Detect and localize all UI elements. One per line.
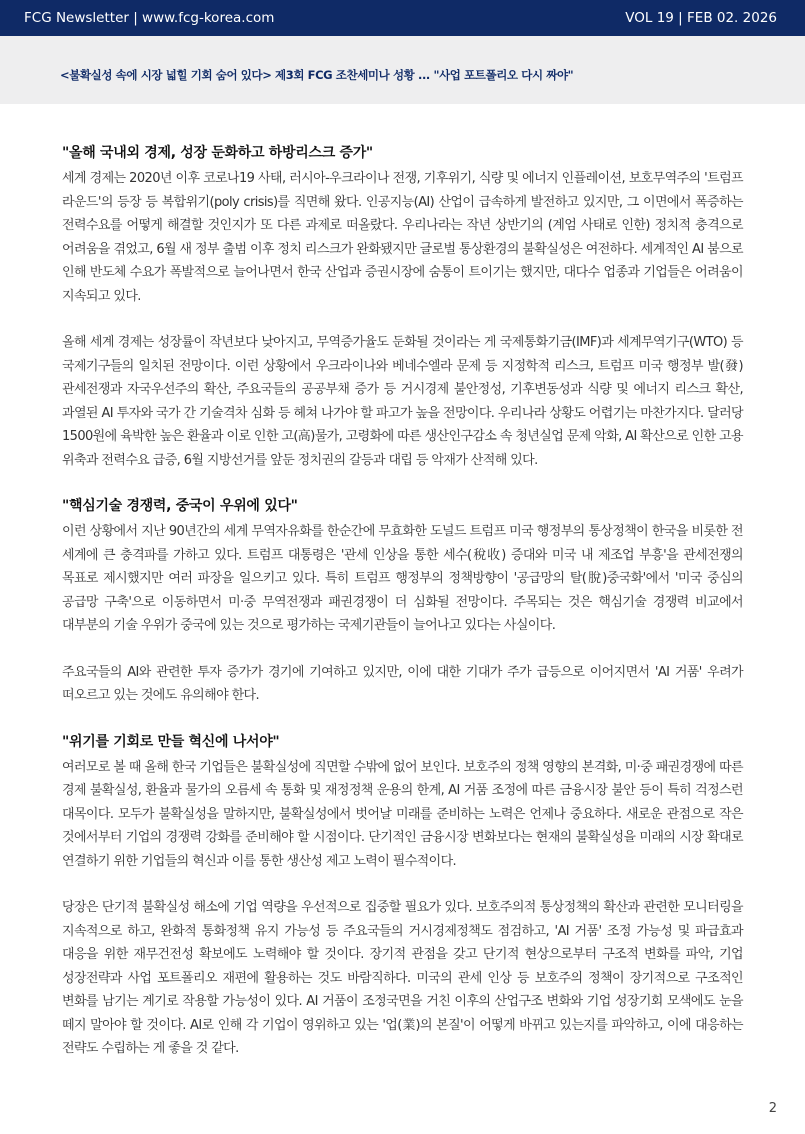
paragraph: 이런 상황에서 지난 90년간의 세계 무역자유화를 한순간에 무효화한 도널드 트럼프 미국 행정부의 통상정책이 한국을 비롯한 전 세계에 큰 충격파를 가하고 있다. 트럼프 대통령은 '관세 인상을 통한 세수(稅收) 증대와 미국 내 제조업 부흥'을 관세전쟁의 목표로 제시했지만 여러 파장을 일으키고 있다. 특히 트럼프 행정부의 정책방향이 '공급망의 탈(脫)중국화'에서 '미국 중심의 공급망 구축'으로 이동하면서 미·중 무역전쟁과 패권경쟁이 더 심화될 전망이다. 주목되는 것은 핵심기술 경쟁력 비교에서 대부분의 기술 우위가 중국에 있는 것으로 평가하는 국제기관들이 늘어나고 있다는 사실이다.	[62, 524, 743, 633]
page-number: 2	[768, 1101, 777, 1116]
section-heading: "핵심기술 경쟁력, 중국이 우위에 있다"	[62, 498, 298, 514]
section-innovation	[62, 732, 743, 1061]
paragraph: 여러모로 볼 때 올해 한국 기업들은 불확실성에 직면할 수밖에 없어 보인다. 보호주의 정책 영향의 본격화, 미·중 패권경쟁에 따른 경제 불확실성, 환율과 물가의 오름세 속 통화 및 재정정책 운용의 한계, AI 거품 조정에 따른 금융시장 불안 등이 특히 걱정스런 대목이다. 모두가 불확실성을 말하지만, 불확실성에서 벗어날 미래를 준비하는 노력은 언제나 중요하다. 새로운 관점으로 작은 것에서부터 기업의 경쟁력 강화를 준비해야 할 시점이다. 단기적인 금융시장 변화보다는 현재의 불확실성을 미래의 시장 확대로 연결하기 위한 기업들의 혁신과 이를 통한 생산성 제고 노력이 필수적이다.	[62, 759, 743, 869]
article-headline-bar	[0, 36, 805, 104]
section-heading: "위기를 기회로 만들 혁신에 나서야"	[62, 733, 280, 750]
paragraph: 당장은 단기적 불확실성 해소에 기업 역량을 우선적으로 집중할 필요가 있다. 보호주의적 통상정책의 확산과 관련한 모니터링을 지속적으로 하고, 완화적 통화정책 유지 가능성 등 주요국들의 거시경제정책도 점검하고, 'AI 거품' 조정 가능성 및 파급효과 대응을 위한 재무건전성 확보에도 노력해야 할 것이다. 장기적 관점을 갖고 단기적 현상으로부터 구조적 변화를 파악, 기업 성장전략과 사업 포트폴리오 재편에 활용하는 것도 바람직하다. 미국의 관세 인상 등 보호주의 정책이 장기적으로 구조적인 변화를 남기는 계기로 작용할 가능성이 있다. AI 거품이 조정국면을 거친 이후의 산업구조 변화와 기업 성장기회 모색에도 눈을 떼지 말아야 할 것이다. AI로 인해 각 기업이 영위하고 있는 '업(業)의 본질'이 어떻게 바뀌고 있는지를 파악하고, 이에 대응하는 전략도 수립하는 게 좋을 것 같다.	[62, 900, 743, 1056]
article-body	[62, 143, 743, 1061]
section-outlook	[62, 143, 743, 472]
section-heading: "올해 국내외 경제, 성장 둔화하고 하방리스크 증가"	[62, 145, 373, 161]
section-tech-competitiveness	[62, 496, 743, 708]
article-headline: <불확실성 속에 시장 넓힐 기회 숨어 있다> 제3회 FCG 조찬세미나 성황 ... "사업 포트폴리오 다시 짜야"	[60, 68, 574, 82]
newsletter-header-bar	[0, 0, 805, 36]
paragraph: 세계 경제는 2020년 이후 코로나19 사태, 러시아-우크라이나 전쟁, 기후위기, 식량 및 에너지 인플레이션, 보호무역주의 '트럼프 라운드'의 등장 등 복합위기(poly crisis)를 직면해 왔다. 인공지능(AI) 산업이 급속하게 발전하고 있지만, 그 이면에서 폭증하는 전력수요를 어떻게 해결할 것인지가 또 다른 과제로 떠올랐다. 우리나라는 작년 상반기의 (계엄 사태로 인한) 정치적 충격으로 어려움을 겪었고, 6월 새 정부 출범 이후 정치 리스크가 완화됐지만 글로벌 통상환경의 불확실성은 여전하다. 세계적인 AI 붐으로 인해 반도체 수요가 폭발적으로 늘어나면서 한국 산업과 증권시장에 숨통이 트이기는 했지만, 대다수 업종과 기업들은 어려움이 지속되고 있다.	[62, 171, 743, 304]
paragraph: 올해 세계 경제는 성장률이 작년보다 낮아지고, 무역증가율도 둔화될 것이라는 게 국제통화기금(IMF)과 세계무역기구(WTO) 등 국제기구들의 일치된 전망이다. 이런 상황에서 우크라이나와 베네수엘라 문제 등 지정학적 리스크, 트럼프 미국 행정부 발(發) 관세전쟁과 자국우선주의 확산, 주요국들의 공공부채 증가 등 거시경제 불안정성, 기후변동성과 식량 및 에너지 리스크 확산, 과열된 AI 투자와 국가 간 기술격차 심화 등 헤쳐 나가야 할 파고가 높을 전망이다. 우리나라 상황도 어렵기는 마찬가지다. 달러당 1500원에 육박한 높은 환율과 이로 인한 고(高)물가, 고령화에 따른 생산인구감소 속 청년실업 문제 악화, AI 확산으로 인한 고용 위축과 전력수요 급증, 6월 지방선거를 앞둔 정치권의 갈등과 대립 등 악재가 산적해 있다.	[62, 335, 743, 468]
paragraph: 주요국들의 AI와 관련한 투자 증가가 경기에 기여하고 있지만, 이에 대한 기대가 주가 급등으로 이어지면서 'AI 거품' 우려가 떠오르고 있는 것에도 유의해야 한다.	[62, 664, 743, 703]
issue-volume-date: VOL 19 | FEB 02. 2026	[625, 10, 777, 26]
newsletter-title: FCG Newsletter | www.fcg-korea.com	[24, 10, 275, 26]
